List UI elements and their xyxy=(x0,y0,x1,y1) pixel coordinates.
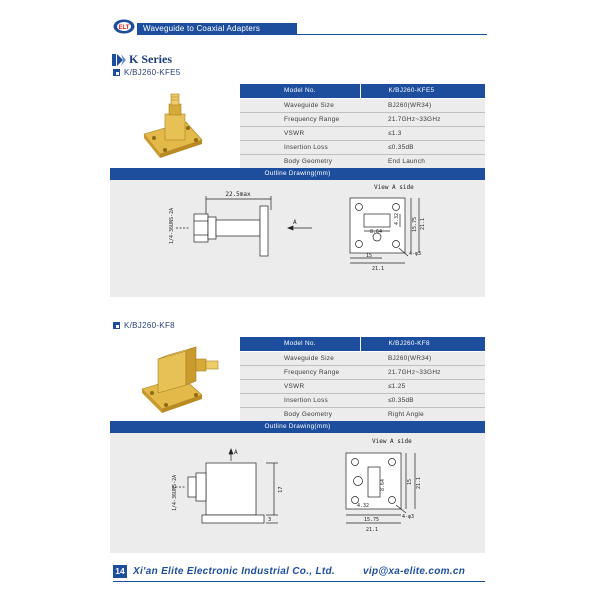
dim-label: 21.1 xyxy=(416,476,422,489)
spec-key: Frequency Range xyxy=(240,112,360,126)
model-marker-icon xyxy=(113,69,120,76)
height-dim-label: 17 xyxy=(278,486,284,493)
spec-header-key: Model No. xyxy=(240,84,360,98)
dim-label: 4.32 xyxy=(394,212,400,225)
spec-value: ≤0.35dB xyxy=(360,393,485,407)
series-title: K Series xyxy=(129,52,172,66)
footer-company: Xi'an Elite Electronic Industrial Co., Ltd. xyxy=(133,566,335,577)
logo-text: ELT xyxy=(118,25,130,31)
company-logo xyxy=(113,19,135,34)
spec-key: Waveguide Size xyxy=(240,98,360,112)
spec-row xyxy=(240,407,485,421)
footer-divider xyxy=(113,581,485,582)
side-dim-label: 22.5max xyxy=(225,191,251,198)
connector-label: 1/4-36UNS-2A xyxy=(172,474,178,511)
spec-table-header xyxy=(240,337,485,351)
spec-row xyxy=(240,393,485,407)
spec-value: ≤1.3 xyxy=(360,126,485,140)
spec-value: 21.7GHz~33GHz xyxy=(360,365,485,379)
footer-email[interactable]: vip@xa-elite.com.cn xyxy=(363,566,466,577)
header-divider xyxy=(297,34,487,35)
connector-label: 1/4-36UNS-2A xyxy=(169,207,175,244)
view-label: View A side xyxy=(374,184,414,191)
dim-label: 4.32 xyxy=(357,503,370,509)
dim-label: 21.1 xyxy=(366,527,379,533)
model-label: K/BJ260-KFE5 xyxy=(124,68,181,77)
dim-label: 15 xyxy=(366,253,373,259)
spec-key: Insertion Loss xyxy=(240,140,360,154)
spec-value: End Launch xyxy=(360,154,485,168)
series-arrow-icon xyxy=(112,54,126,66)
header-title: Waveguide to Coaxial Adapters xyxy=(143,24,261,33)
model-label: K/BJ260-KF8 xyxy=(124,321,175,330)
spec-table-header xyxy=(240,84,485,98)
spec-value: BJ260(WR34) xyxy=(360,98,485,112)
page-number: 14 xyxy=(113,565,127,578)
spec-key: Body Geometry xyxy=(240,407,360,421)
spec-table xyxy=(240,337,485,422)
spec-key: Body Geometry xyxy=(240,154,360,168)
dim-label: 15.75 xyxy=(364,517,380,523)
product-photo xyxy=(110,84,240,168)
dim-label: 8.64 xyxy=(380,478,386,491)
spec-table xyxy=(240,84,485,169)
dim-label: 21.1 xyxy=(420,217,426,230)
dim-label: 8.64 xyxy=(370,229,383,235)
product-section xyxy=(110,84,485,297)
outline-drawing-bar: Outline Drawing(mm) xyxy=(110,168,485,180)
product-photo xyxy=(110,337,240,421)
dim-label: 15.75 xyxy=(412,216,418,232)
spec-header-key: Model No. xyxy=(240,337,360,351)
spec-value: Right Angle xyxy=(360,407,485,421)
spec-row xyxy=(240,112,485,126)
spec-key: Waveguide Size xyxy=(240,351,360,365)
dim-label: 15 xyxy=(407,478,413,485)
spec-row xyxy=(240,351,485,365)
outline-drawing-bar: Outline Drawing(mm) xyxy=(110,421,485,433)
spec-row xyxy=(240,154,485,168)
spec-key: VSWR xyxy=(240,379,360,393)
spec-key: VSWR xyxy=(240,126,360,140)
spec-row xyxy=(240,379,485,393)
flange-dim-label: 3 xyxy=(268,517,272,523)
spec-row xyxy=(240,365,485,379)
outline-drawing xyxy=(110,433,485,553)
product-section xyxy=(110,337,485,553)
dim-label: 4-φ3 xyxy=(402,514,415,520)
spec-header-value: K/BJ260-KF8 xyxy=(360,337,485,351)
spec-value: ≤0.35dB xyxy=(360,140,485,154)
spec-key: Insertion Loss xyxy=(240,393,360,407)
spec-row xyxy=(240,98,485,112)
spec-row xyxy=(240,126,485,140)
outline-drawing xyxy=(110,180,485,297)
header-bar xyxy=(137,23,297,35)
spec-header-value: K/BJ260-KFE5 xyxy=(360,84,485,98)
spec-key: Frequency Range xyxy=(240,365,360,379)
spec-row xyxy=(240,140,485,154)
dim-label: 21.1 xyxy=(372,266,385,272)
spec-value: ≤1.25 xyxy=(360,379,485,393)
arrow-label: A xyxy=(234,449,238,456)
view-label: View A side xyxy=(372,438,412,445)
arrow-label: A xyxy=(293,219,297,226)
spec-value: BJ260(WR34) xyxy=(360,351,485,365)
model-marker-icon xyxy=(113,322,120,329)
spec-value: 21.7GHz~33GHz xyxy=(360,112,485,126)
dim-label: 4-φ3 xyxy=(409,251,422,257)
